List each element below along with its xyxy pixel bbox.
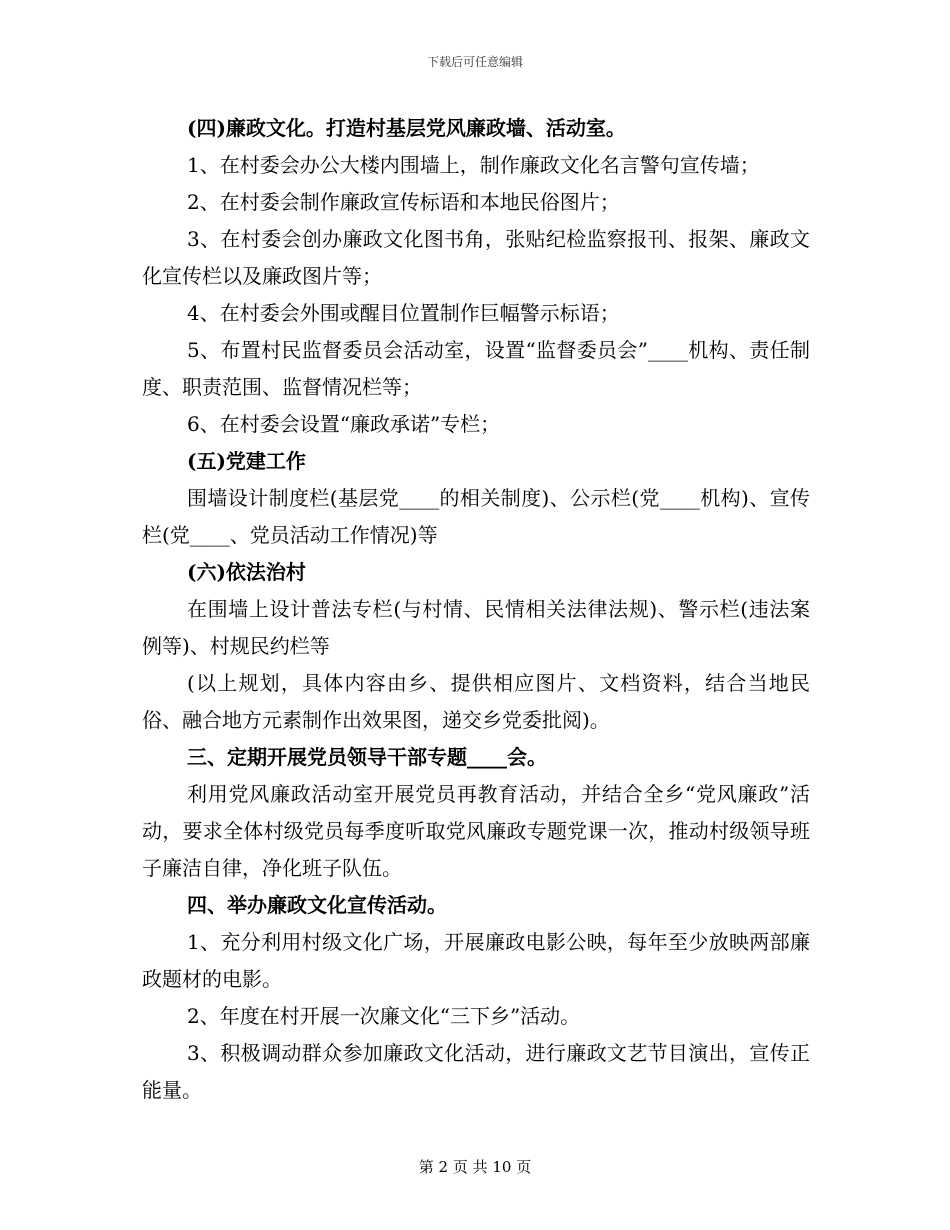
body-paragraph: (以上规划，具体内容由乡、提供相应图片、文档资料，结合当地民俗、融合地方元素制作出效果图，递交乡党委批阅)。 [142, 671, 810, 732]
section-heading-4: (四)廉政文化。打造村基层党风廉政墙、活动室。 [187, 116, 626, 140]
list-item: 4、在村委会外围或醒目位置制作巨幅警示标语； [187, 301, 620, 325]
body-paragraph: 围墙设计制度栏(基层党____的相关制度)、公示栏(党____机构)、宣传栏(党____、党员活动工作情况)等 [142, 486, 810, 547]
list-item: 3、在村委会创办廉政文化图书角，张贴纪检监察报刊、报架、廉政文化宣传栏以及廉政图片等； [142, 227, 810, 288]
document-body [142, 110, 810, 1109]
section-heading-5: (五)党建工作 [187, 449, 306, 473]
list-item: 2、在村委会制作廉政宣传标语和本地民俗图片； [187, 190, 620, 214]
list-item: 3、积极调动群众参加廉政文化活动，进行廉政文艺节目演出，宣传正能量。 [142, 1041, 810, 1102]
list-item: 2、年度在村开展一次廉文化“三下乡”活动。 [187, 1004, 581, 1028]
list-item: 5、布置村民监督委员会活动室，设置“监督委员会”____机构、责任制度、职责范围、监督情况栏等； [142, 338, 810, 399]
list-item: 1、充分利用村级文化广场，开展廉政电影公映，每年至少放映两部廉政题材的电影。 [142, 930, 810, 991]
section-heading-6: (六)依法治村 [187, 560, 306, 584]
body-paragraph: 在围墙上设计普法专栏(与村情、民情相关法律法规)、警示栏(违法案例等)、村规民约栏等 [142, 597, 810, 658]
page-footer: 第 2 页 共 10 页 [418, 1158, 532, 1176]
body-paragraph: 利用党风廉政活动室开展党员再教育活动，并结合全乡“党风廉政”活动，要求全体村级党员每季度听取党风廉政专题党课一次，推动村级领导班子廉洁自律，净化班子队伍。 [142, 782, 810, 880]
page-header: 下载后可任意编辑 [426, 55, 523, 69]
list-item: 6、在村委会设置“廉政承诺”专栏； [187, 412, 501, 436]
section-heading-3: 三、定期开展党员领导干部专题____会。 [187, 745, 547, 769]
list-item: 1、在村委会办公大楼内围墙上，制作廉政文化名言警句宣传墙； [187, 153, 760, 177]
section-heading-4b: 四、举办廉政文化宣传活动。 [187, 893, 447, 917]
